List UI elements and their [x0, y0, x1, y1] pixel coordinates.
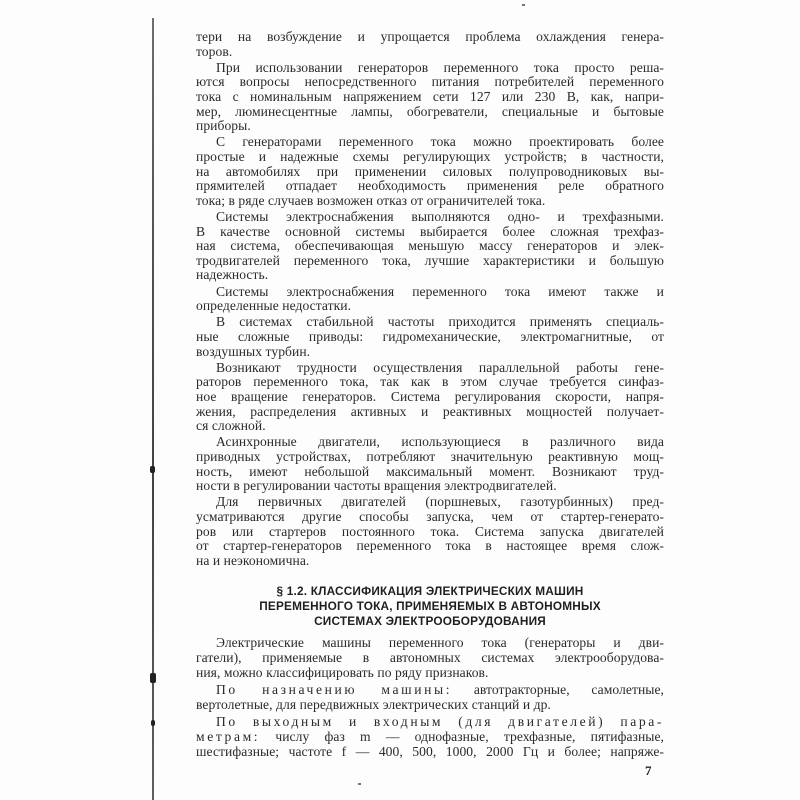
paragraph-line — [196, 729, 664, 744]
paragraph-line: ности в регулировании частоты вращения электродвигателей. — [196, 478, 557, 494]
paragraph-line: на и неэкономична. — [196, 552, 310, 568]
paragraph-line: приводных устройствах, потребляют значительную реактивную мощ- — [196, 449, 664, 464]
paragraph-line: тока с номинальным напряжением сети 127 или 230 В, как, напри- — [196, 89, 664, 104]
paragraph-line: ное вращение генераторов. Система регулирования скорости, напря- — [196, 389, 664, 404]
paragraph-line: на автомобилях при применении силовых полупроводниковых вы- — [196, 163, 664, 179]
paragraph-line: При использовании генераторов переменного тока просто реша- — [216, 59, 664, 75]
paragraph-line: тока; в ряде случаев возможен отказ от ограничителей тока. — [196, 192, 546, 208]
paragraph-line: приборы. — [196, 118, 251, 134]
paragraph-line: мер, люминесцентные лампы, обогреватели, специальные и бытовые — [196, 103, 664, 119]
binding-blot — [151, 720, 155, 726]
paragraph-line: надежность. — [196, 267, 269, 283]
paragraph-line: гатели), применяемые в автономных системах электрооборудова- — [196, 650, 664, 665]
scan-speck — [522, 4, 525, 6]
paragraph-line — [216, 714, 664, 729]
paragraph-line: усматриваются другие способы запуска, чем от стартер-генерато- — [196, 509, 664, 524]
spaced-label: По выходным и входным (для двигателей) пара- — [216, 714, 664, 729]
paragraph-line: В качестве основной системы выбирается более сложная трехфаз- — [196, 223, 664, 239]
binding-blot — [150, 673, 156, 683]
paragraph-line: тродвигателей переменного тока, лучшие характеристики и большую — [196, 252, 664, 268]
paragraph-line: ная система, обеспечивающая меньшую массу генераторов и элек- — [196, 238, 664, 254]
paragraph-line: прямителей отпадает необходимость применения реле обратного — [196, 178, 664, 194]
spaced-label: метрам: — [196, 729, 261, 744]
binding-blot — [150, 466, 155, 473]
text-span: числу фаз m — однофазные, трехфазные, пятифазные, — [275, 729, 664, 744]
paragraph-line: Асинхронные двигатели, использующиеся в различного вида — [216, 434, 664, 450]
paragraph-line: вертолетные, для передвижных электрических станций и др. — [196, 697, 551, 712]
paragraph-line: С генераторами переменного тока можно проектировать более — [216, 134, 664, 150]
paragraph-line: определенные недостатки. — [196, 298, 352, 314]
paragraph-line: ния, можно классифицировать по ряду признаков. — [196, 665, 489, 680]
spaced-label: По назначению машины: — [216, 682, 453, 697]
paragraph-line: от стартер-генераторов переменного тока в настоящее время слож- — [196, 538, 664, 554]
paragraph-line: ность, имеют небольшой максимальный момент. Возникают труд- — [196, 463, 664, 479]
paragraph-line: воздушных турбин. — [196, 343, 311, 359]
paragraph-line: Системы электроснабжения выполняются одно- и трехфазными. — [216, 209, 664, 224]
paragraph-line: В системах стабильной частоты приходится применять специаль- — [216, 314, 664, 330]
paragraph-line: жения, распределения активных и реактивных мощностей получает- — [196, 403, 664, 419]
paragraph-line: Для первичных двигателей (поршневых, газотурбинных) пред- — [216, 494, 664, 510]
text-span: автотракторные, самолетные, — [473, 682, 664, 697]
section-heading-line: ПЕРЕМЕННОГО ТОКА, ПРИМЕНЯЕМЫХ В АВТОНОМНЫХ — [259, 599, 601, 613]
paragraph-line: ров или стартеров постоянного тока. Система запуска двигателей — [196, 523, 664, 539]
paragraph-line: ются вопросы непосредственного питания потребителей переменного — [196, 74, 664, 90]
page-number: 7 — [645, 763, 652, 778]
paragraph-line: Системы электроснабжения переменного тока имеют также и — [216, 283, 664, 299]
paragraph-line: Возникают трудности осуществления параллельной работы гене- — [216, 359, 664, 375]
paragraph-line: раторов переменного тока, так как в этом случае требуется синфаз- — [196, 374, 664, 390]
paragraph-line: ся сложной. — [196, 418, 266, 434]
paragraph-line: Электрические машины переменного тока (генераторы и дви- — [216, 635, 664, 650]
section-heading-line: СИСТЕМАХ ЭЛЕКТРООБОРУДОВАНИЯ — [314, 614, 546, 628]
paragraph-line: шестифазные; частоте f — 400, 500, 1000, 2000 Гц и более; напряже- — [196, 744, 664, 759]
paragraph-line: простые и надежные схемы регулирующих устройств; в частности, — [196, 149, 664, 164]
section-heading-line: § 1.2. КЛАССИФИКАЦИЯ ЭЛЕКТРИЧЕСКИХ МАШИН — [276, 584, 584, 598]
scan-speck — [358, 783, 361, 785]
paragraph-line: тери на возбуждение и упрощается проблема охлаждения генера- — [196, 29, 664, 44]
paragraph-line: торов. — [196, 43, 233, 59]
paragraph-line — [216, 682, 664, 697]
paragraph-line: ные сложные приводы: гидромеханические, электромагнитные, от — [196, 329, 664, 344]
